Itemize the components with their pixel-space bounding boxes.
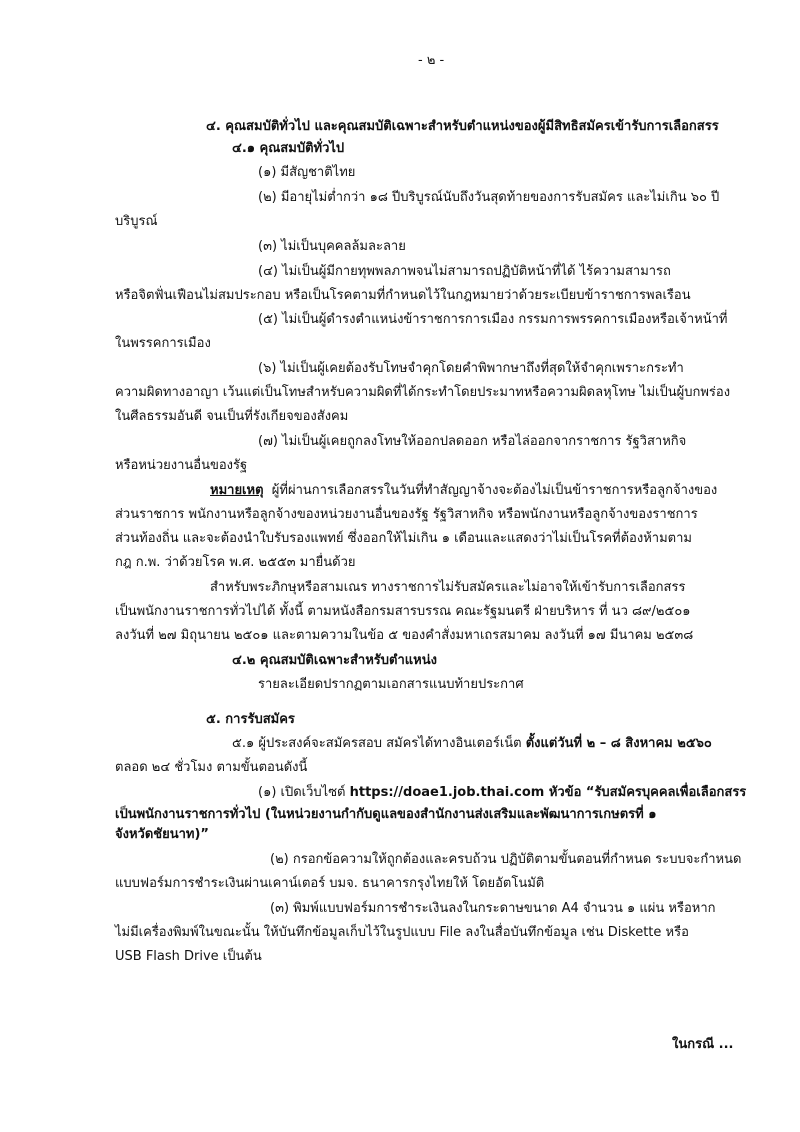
note-text: ผู้ที่ผ่านการเลือกสรรในวันที่ทำสัญญาจ้างจะต้องไม่เป็นข้าราชการหรือลูกจ้างของ — [271, 483, 718, 498]
step-1-line-2: เป็นพนักงานราชการทั่วไป (ในหน่วยงานกำกับดูแลของสำนักงานส่งเสริมและพัฒนาการเกษตรที่ ๑ — [115, 807, 657, 822]
qualification-6-line-2: ความผิดทางอาญา เว้นแต่เป็นโทษสำหรับความผิดที่ได้กระทำโดยประมาทหรือความผิดลหุโทษ ไม่เป็นผู้บกพร่อง — [115, 385, 731, 400]
step-1-line-1 — [258, 784, 746, 802]
qualification-6-line-3: ในศีลธรรมอันดี จนเป็นที่รังเกียจของสังคม — [115, 409, 349, 424]
step-3-line-2: ไม่มีเครื่องพิมพ์ในขณะนั้น ให้บันทึกข้อมูลเก็บไว้ในรูปแบบ File ลงในสื่อบันทึกข้อมูล เช่น Diskette หรือ — [115, 925, 689, 940]
monks-line-3: ลงวันที่ ๒๗ มิถุนายน ๒๕๐๑ และตามความในข้อ ๕ ของคำสั่งมหาเถรสมาคม ลงวันที่ ๑๗ มีนาคม ๒๕๓๘ — [115, 628, 694, 643]
note-line-3: ส่วนท้องถิ่น และจะต้องนำใบรับรองแพทย์ ซึ่งออกให้ไม่เกิน ๑ เดือนและแสดงว่าไม่เป็นโรคที่ต้องห้ามตาม — [115, 531, 692, 546]
section-4-2-text: รายละเอียดปรากฏตามเอกสารแนบท้ายประกาศ — [258, 677, 524, 692]
qualification-7-line-1: (๗) ไม่เป็นผู้เคยถูกลงโทษให้ออกปลดออก หรือไล่ออกจากราชการ รัฐวิสาหกิจ — [258, 434, 687, 449]
note-line-4: กฎ ก.พ. ว่าด้วยโรค พ.ศ. ๒๕๕๓ มายื่นด้วย — [115, 555, 356, 570]
section-4-1-heading: ๔.๑ คุณสมบัติทั่วไป — [232, 141, 345, 156]
section-4-2-heading: ๔.๒ คุณสมบัติเฉพาะสำหรับตำแหน่ง — [232, 653, 437, 668]
section-5-1-text: ๕.๑ ผู้ประสงค์จะสมัครสอบ สมัครได้ทางอินเตอร์เน็ต — [232, 736, 526, 751]
qualification-2-line-1: (๒) มีอายุไม่ต่ำกว่า ๑๘ ปีบริบูรณ์นับถึงวันสุดท้ายของการรับสมัคร และไม่เกิน ๖๐ ปี — [258, 190, 720, 205]
note-line-2: ส่วนราชการ พนักงานหรือลูกจ้างของหน่วยงานอื่นของรัฐ รัฐวิสาหกิจ หรือพนักงานหรือลูกจ้างของราชการ — [115, 507, 698, 522]
qualification-7-line-2: หรือหน่วยงานอื่นของรัฐ — [115, 458, 248, 473]
qualification-6-line-1: (๖) ไม่เป็นผู้เคยต้องรับโทษจำคุกโดยคำพิพากษาถึงที่สุดให้จำคุกเพราะกระทำ — [258, 361, 684, 376]
monks-line-1: สำหรับพระภิกษุหรือสามเณร ทางราชการไม่รับสมัครและไม่อาจให้เข้ารับการเลือกสรร — [210, 580, 686, 595]
qualification-5-line-2: ในพรรคการเมือง — [115, 336, 211, 351]
note-line-1 — [210, 482, 717, 500]
step-2-line-2: แบบฟอร์มการชำระเงินผ่านเคาน์เตอร์ บมจ. ธนาคารกรุงไทยให้ โดยอัตโนมัติ — [115, 876, 545, 891]
page-number: - ๒ - — [418, 53, 445, 68]
continuation-text: ในกรณี ... — [672, 1037, 734, 1052]
qualification-4-line-2: หรือจิตฟั่นเฟือนไม่สมประกอบ หรือเป็นโรคตามที่กำหนดไว้ในกฎหมายว่าด้วยระเบียบข้าราชการพลเรือน — [115, 288, 691, 303]
qualification-5-line-1: (๕) ไม่เป็นผู้ดำรงตำแหน่งข้าราชการการเมือง กรรมการพรรคการเมืองหรือเจ้าหน้าที่ — [258, 312, 728, 327]
qualification-2-line-2: บริบูรณ์ — [115, 214, 158, 229]
section-5-1-line-1 — [232, 735, 712, 753]
step-1-website: https://doae1.job.thai.com หัวข้อ “รับสมัครบุคคลเพื่อเลือกสรร — [349, 785, 747, 800]
section-5-heading: ๕. การรับสมัคร — [206, 712, 295, 727]
section-5-1-line-2: ตลอด ๒๔ ชั่วโมง ตามขั้นตอนดังนี้ — [115, 760, 308, 775]
step-1-line-3: จังหวัดชัยนาท)” — [115, 827, 209, 842]
qualification-3: (๓) ไม่เป็นบุคคลล้มละลาย — [258, 239, 406, 254]
note-label: หมายเหตุ — [210, 483, 264, 498]
step-2-line-1: (๒) กรอกข้อความให้ถูกต้องและครบถ้วน ปฏิบัติตามขั้นตอนที่กำหนด ระบบจะกำหนด — [270, 852, 742, 867]
step-1-text: (๑) เปิดเว็บไซต์ — [258, 785, 350, 800]
step-3-line-1: (๓) พิมพ์แบบฟอร์มการชำระเงินลงในกระดาษขนาด A4 จำนวน ๑ แผ่น หรือหาก — [270, 901, 716, 916]
monks-line-2: เป็นพนักงานราชการทั่วไปได้ ทั้งนี้ ตามหนังสือกรมสารบรรณ คณะรัฐมนตรี ฝ่ายบริหาร ที่ นว ๘๙/๒๕๐๑ — [115, 604, 691, 619]
application-period: ตั้งแต่วันที่ ๒ – ๘ สิงหาคม ๒๕๖๐ — [525, 736, 712, 751]
step-3-line-3: USB Flash Drive เป็นต้น — [115, 949, 262, 964]
qualification-1: (๑) มีสัญชาติไทย — [258, 165, 356, 180]
qualification-4-line-1: (๔) ไม่เป็นผู้มีกายทุพพลภาพจนไม่สามารถปฏิบัติหน้าที่ได้ ไร้ความสามารถ — [258, 264, 671, 279]
section-4-heading: ๔. คุณสมบัติทั่วไป และคุณสมบัติเฉพาะสำหรับตำแหน่งของผู้มีสิทธิสมัครเข้ารับการเลือกสรร — [206, 119, 719, 134]
